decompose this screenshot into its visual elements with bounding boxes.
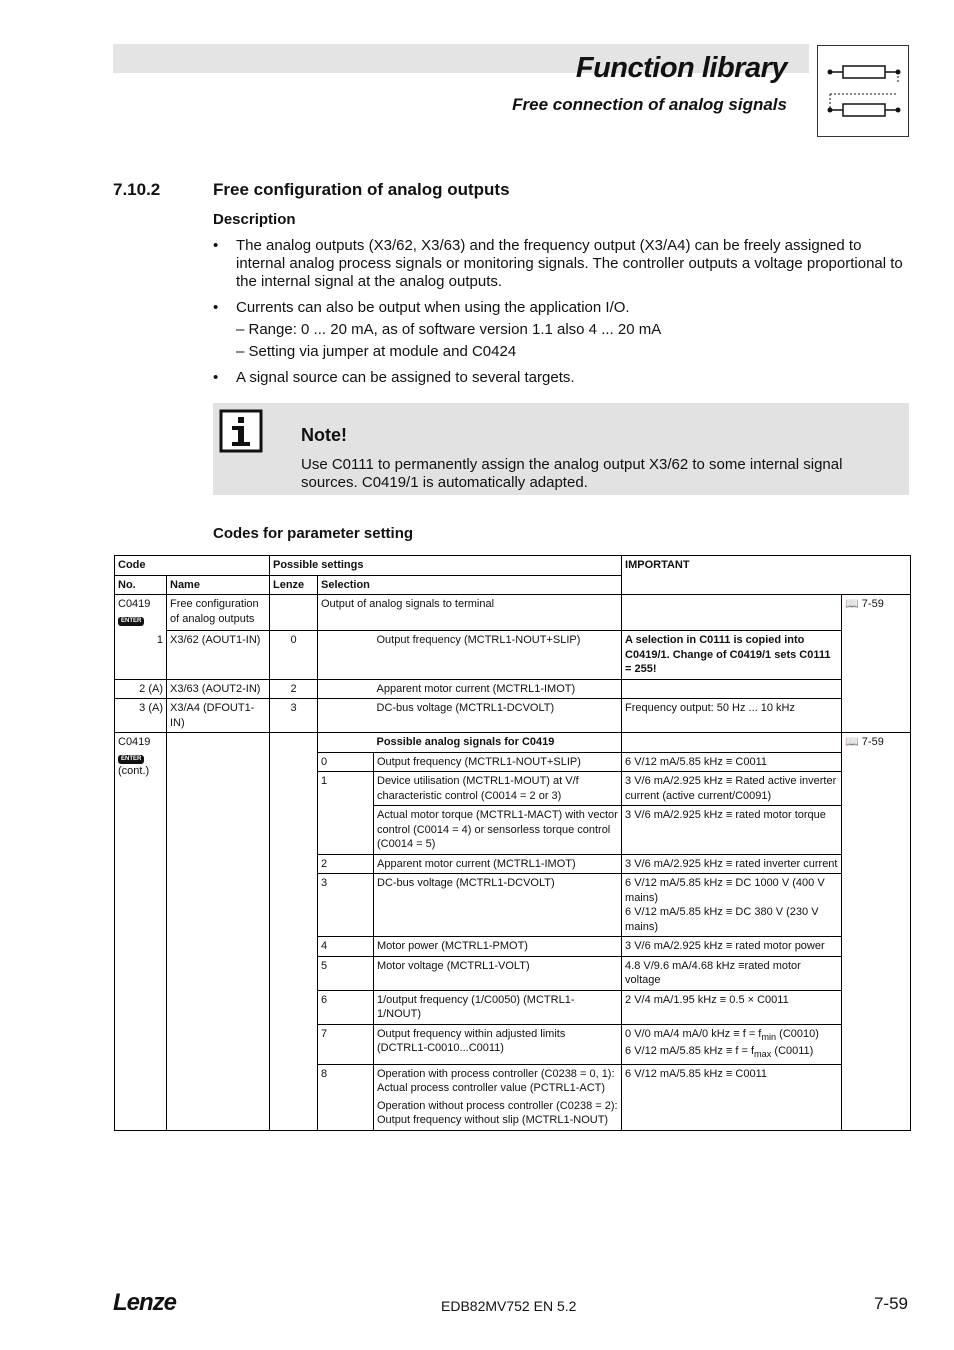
signal-number: 2 [318, 854, 374, 874]
signal-important: 4.8 V/9.6 mA/4.68 kHz ≡rated motor voltage [622, 956, 842, 990]
signal-number: 1 [318, 772, 374, 855]
signal-important [622, 874, 842, 937]
continued-label: (cont.) [118, 765, 150, 777]
page-reference: 7-59 [861, 736, 884, 748]
selection-cell: Output frequency (MCTRL1-NOUT+SLIP) [374, 631, 622, 680]
name-cell: X3/A4 (DFOUT1-IN) [167, 699, 270, 733]
lenze-cell [270, 733, 318, 1131]
codes-heading: Codes for parameter setting [213, 525, 414, 542]
enter-key-icon: ENTER [118, 617, 144, 626]
header-lenze: Lenze [270, 575, 318, 595]
signal-important-line: 6 V/12 mA/5.85 kHz ≡ DC 1000 V (400 V mains) [625, 877, 825, 904]
header-code: Code [115, 556, 270, 576]
selection-number-cell [318, 631, 374, 680]
header-name: Name [167, 575, 270, 595]
signal-important: 6 V/12 mA/5.85 kHz ≡ C0011 [622, 752, 842, 772]
description-heading: Description [213, 211, 296, 228]
book-icon: 📖 [845, 598, 859, 610]
bullet-marker: • [213, 299, 219, 316]
signal-important: 6 V/12 mA/5.85 kHz ≡ C0011 [622, 1064, 842, 1130]
signals-heading: Possible analog signals for C0419 [374, 733, 622, 753]
selection-number-cell [318, 699, 374, 733]
lenze-cell: 0 [270, 631, 318, 680]
page-reference: 7-59 [861, 598, 884, 610]
signal-important: 3 V/6 mA/2.925 kHz ≡ rated motor power [622, 937, 842, 957]
formula-subscript: max [754, 1049, 772, 1060]
important-cell [622, 733, 842, 753]
enter-key-icon: ENTER [118, 755, 144, 764]
signal-selection-line: Operation with process controller (C0238 = 0, 1): Actual process controller value (PCTRL1-ACT) [377, 1067, 615, 1095]
bullet-text: Currents can also be output when using the application I/O. [236, 299, 630, 316]
signal-number: 6 [318, 990, 374, 1024]
signal-number: 5 [318, 956, 374, 990]
table-header-row [115, 556, 911, 576]
formula-text: 0 V/0 mA/4 mA/0 kHz ≡ f = f [625, 1027, 762, 1040]
important-cell: Frequency output: 50 Hz ... 10 kHz [622, 699, 842, 733]
signal-selection: Motor voltage (MCTRL1-VOLT) [374, 956, 622, 990]
signal-important: 2 V/4 mA/1.95 kHz ≡ 0.5 × C0011 [622, 990, 842, 1024]
note-heading: Note! [301, 425, 347, 445]
formula-subscript: min [761, 1031, 777, 1042]
reference-cell [842, 733, 911, 1131]
bullet-text: A signal source can be assigned to several targets. [236, 369, 575, 386]
header-possible-settings: Possible settings [270, 556, 622, 576]
signal-important-line [625, 1044, 838, 1062]
signal-selection-line: Operation without process controller (C0238 = 2): [377, 1099, 618, 1112]
code-value: C0419 [118, 598, 151, 610]
signal-important-line: 6 V/12 mA/5.85 kHz ≡ DC 380 V (230 V mains) [625, 906, 819, 933]
code-cell [115, 733, 167, 1131]
document-id: EDB82MV752 EN 5.2 [441, 1298, 577, 1314]
selection-cell: Output of analog signals to terminal [318, 595, 622, 631]
header-selection: Selection [318, 575, 622, 595]
signal-important: 3 V/6 mA/2.925 kHz ≡ rated motor torque [622, 806, 842, 855]
signal-important-line [625, 1027, 838, 1045]
lenze-cell [270, 595, 318, 631]
no-cell: 1 [115, 631, 167, 680]
page-number: 7-59 [873, 1294, 908, 1313]
table-row [115, 595, 911, 631]
name-cell: X3/62 (AOUT1-IN) [167, 631, 270, 680]
table-row [115, 631, 911, 680]
bullet-text: The analog outputs (X3/62, X3/63) and the frequency output (X3/A4) can be freely assigned to internal analog process signals or monitoring signals. The controller outputs a voltage proportional to the internal signal at the analog outputs. [236, 237, 903, 290]
important-cell: A selection in C0111 is copied into C0419/1. Change of C0419/1 sets C0111 = 255! [622, 631, 842, 680]
table-row [115, 733, 911, 753]
note-text: Use C0111 to permanently assign the analog output X3/62 to some internal signal sources. C0419/1 is automatically adapted. [301, 456, 843, 491]
selection-cell: DC-bus voltage (MCTRL1-DCVOLT) [374, 699, 622, 733]
info-icon [219, 409, 263, 458]
selection-number-cell [318, 679, 374, 699]
signal-number: 7 [318, 1024, 374, 1064]
name-cell: Free configuration of analog outputs [167, 595, 270, 631]
header-important: IMPORTANT [622, 556, 911, 595]
signal-selection: Apparent motor current (MCTRL1-IMOT) [374, 854, 622, 874]
bullet-marker: • [213, 369, 219, 386]
signal-number: 4 [318, 937, 374, 957]
signal-important: 3 V/6 mA/2.925 kHz ≡ Rated active inverter current (active current/C0091) [622, 772, 842, 806]
chapter-subtitle: Free connection of analog signals [512, 95, 787, 114]
sub-item-text: – Setting via jumper at module and C0424 [236, 343, 517, 360]
selection-cell: Apparent motor current (MCTRL1-IMOT) [374, 679, 622, 699]
formula-text: (C0011) [771, 1045, 814, 1058]
name-cell: X3/63 (AOUT2-IN) [167, 679, 270, 699]
table-row [115, 699, 911, 733]
signal-selection: Motor power (MCTRL1-PMOT) [374, 937, 622, 957]
chapter-title: Function library [575, 52, 787, 84]
signal-number: 3 [318, 874, 374, 937]
signal-number: 0 [318, 752, 374, 772]
signal-selection [374, 1064, 622, 1130]
signal-important: 3 V/6 mA/2.925 kHz ≡ rated inverter current [622, 854, 842, 874]
formula-text: 6 V/12 mA/5.85 kHz ≡ f = f [625, 1045, 755, 1058]
name-cell [167, 733, 270, 1131]
code-cell [115, 595, 167, 631]
reference-cell [842, 595, 911, 733]
signal-important [622, 1024, 842, 1064]
lenze-logo: Lenze [113, 1289, 177, 1316]
signal-selection-line: Output frequency without slip (MCTRL1-NOUT) [377, 1114, 609, 1127]
no-cell: 3 (A) [115, 699, 167, 733]
signal-selection: 1/output frequency (1/C0050) (MCTRL1-1/NOUT) [374, 990, 622, 1024]
bullet-marker: • [213, 237, 219, 254]
section-number: 7.10.2 [113, 180, 161, 199]
signal-selection: DC-bus voltage (MCTRL1-DCVOLT) [374, 874, 622, 937]
parameter-table [114, 555, 911, 1131]
signal-selection: Actual motor torque (MCTRL1-MACT) with vector control (C0014 = 4) or sensorless torque control (C0014 = 5) [374, 806, 622, 855]
sub-item-text: – Range: 0 ... 20 mA, as of software version 1.1 also 4 ... 20 mA [236, 321, 662, 338]
signal-selection: Device utilisation (MCTRL1-MOUT) at V/f characteristic control (C0014 = 2 or 3) [374, 772, 622, 806]
lenze-cell: 3 [270, 699, 318, 733]
important-cell [622, 595, 842, 631]
no-cell: 2 (A) [115, 679, 167, 699]
signal-number: 8 [318, 1064, 374, 1130]
signal-selection: Output frequency within adjusted limits (DCTRL1-C0010...C0011) [374, 1024, 622, 1064]
header-no: No. [115, 575, 167, 595]
code-value: C0419 [118, 736, 151, 748]
table-row [115, 679, 911, 699]
selection-number-cell [318, 733, 374, 753]
signal-selection: Output frequency (MCTRL1-NOUT+SLIP) [374, 752, 622, 772]
section-title: Free configuration of analog outputs [213, 180, 510, 199]
important-cell [622, 679, 842, 699]
book-icon: 📖 [845, 736, 859, 748]
signal-connection-icon [817, 45, 909, 137]
lenze-cell: 2 [270, 679, 318, 699]
formula-text: (C0010) [776, 1027, 819, 1040]
